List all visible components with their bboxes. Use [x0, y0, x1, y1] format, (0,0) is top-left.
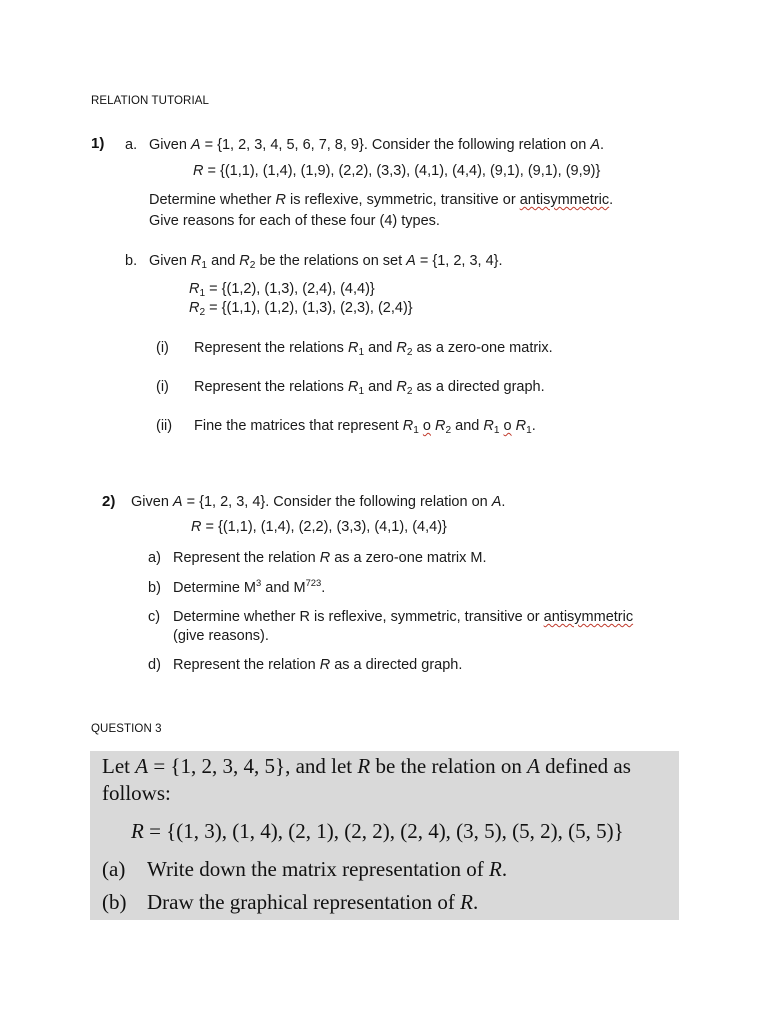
- q3-a-label: (a): [102, 857, 126, 881]
- q3-b-text: Draw the graphical representation of R.: [147, 890, 479, 914]
- q1b-item-text: Fine the matrices that represent $R_1$ o $R_2$ and $R_1$ o $R_1$.: [194, 418, 536, 436]
- q1b-r2: $R_2 = \{(1,1)$, (1,2), (1,3), (2,3), (2,4)}: [189, 300, 413, 318]
- q1b-item-num: (i): [156, 340, 169, 356]
- q1b-r1: $R_1 = \{(1,2)$, (1,3), (2,4), (4,4)}: [189, 281, 375, 299]
- q1b-item-num: (i): [156, 379, 169, 395]
- q1b-label: b.: [125, 253, 138, 269]
- q3-relation: R = {(1, 3), (1, 4), (2, 1), (2, 2), (2, 4), (3, 5), (5, 2), (5, 5)}: [131, 819, 624, 843]
- q1b-line1: Given $R_1$ and $R_2$ be the relations on set A = {1, 2, 3, 4}.: [149, 253, 503, 271]
- q2-item-label: b): [148, 580, 161, 596]
- q3-b-label: (b): [102, 890, 127, 914]
- q2-relation: R = {(1,1), (1,4), (2,2), (3,3), (4,1), (4,4)}: [191, 519, 447, 535]
- q1b-item-text: Represent the relations $R_1$ and $R_2$ as a directed graph.: [194, 379, 545, 397]
- q2-line1: Given A = {1, 2, 3, 4}. Consider the following relation on A.: [131, 494, 506, 510]
- q1a-label: a.: [125, 137, 138, 153]
- question-2-number: 2): [102, 493, 116, 510]
- q1a-relation: R = {(1,1), (1,4), (1,9), (2,2), (3,3), (4,1), (4,4), (9,1), (9,1), (9,9)}: [193, 163, 601, 179]
- q2-item-text: Determine whether R is reflexive, symmetric, transitive or antisymmetric: [173, 609, 634, 625]
- q2-item-label: c): [148, 609, 161, 625]
- q3-line2: follows:: [102, 781, 171, 805]
- q1a-line4: Give reasons for each of these four (4) types.: [149, 213, 440, 229]
- page-title: RELATION TUTORIAL: [91, 95, 210, 107]
- q2-item-text: Determine $M^3$ and $M^{723}$.: [173, 577, 326, 596]
- q2-item-label: d): [148, 657, 161, 673]
- q2-item-label: a): [148, 550, 161, 566]
- q1b-item-text: Represent the relations $R_1$ and $R_2$ as a zero-one matrix.: [194, 340, 553, 358]
- q2-item-cont: (give reasons).: [173, 628, 269, 644]
- q3-line1: Let A = {1, 2, 3, 4, 5}, and let R be the relation on A defined as: [102, 754, 631, 778]
- question-3-heading: QUESTION 3: [91, 723, 162, 735]
- question-1-number: 1): [91, 135, 105, 152]
- q1a-line1: Given A = {1, 2, 3, 4, 5, 6, 7, 8, 9}. Consider the following relation on A.: [149, 137, 605, 153]
- q2-item-text: Represent the relation R as a zero-one matrix M.: [173, 550, 487, 566]
- q1b-item-num: (ii): [156, 418, 173, 434]
- question-3-box: [90, 751, 679, 920]
- q1a-line3: Determine whether R is reflexive, symmetric, transitive or antisymmetric.: [149, 192, 614, 208]
- q3-a-text: Write down the matrix representation of R.: [147, 857, 508, 881]
- q2-item-text: Represent the relation R as a directed graph.: [173, 657, 463, 673]
